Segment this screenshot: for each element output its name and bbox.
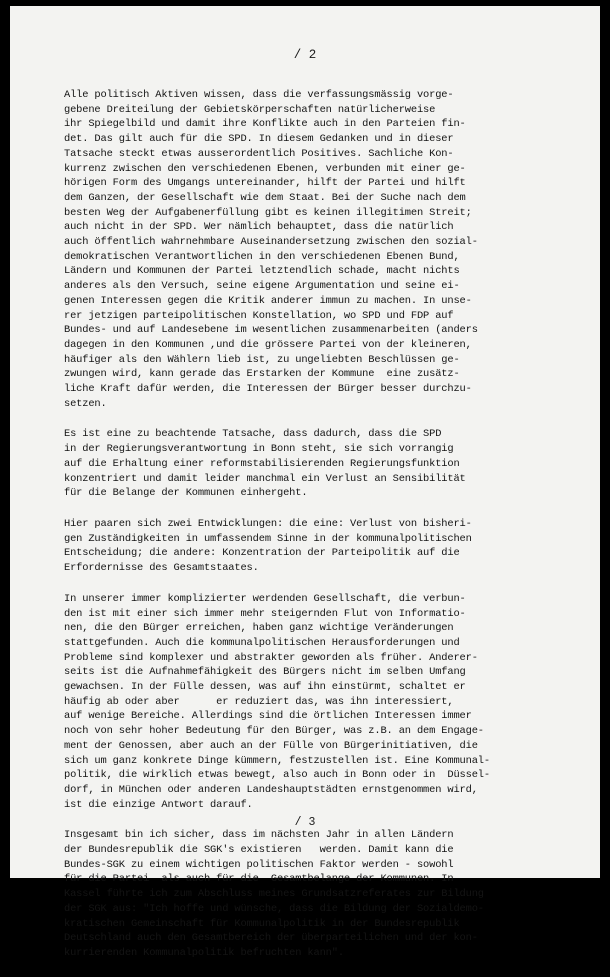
text-line: der SGK aus: "Ich hoffe und wünsche, dass die Bildung der Sozialdemo- [64, 902, 484, 915]
text-line: kurrenz zwischen den verschiedenen Ebenen, verbunden mit einer ge- [64, 162, 466, 175]
text-line: Alle politisch Aktiven wissen, dass die verfassungsmässig vorge- [64, 89, 454, 101]
text-line: noch von sehr hoher Bedeutung für den Bürger, was z.B. an dem Engage- [64, 725, 484, 738]
text-line: Tatsache steckt etwas ausserordentlich Positives. Sachliche Kon- [64, 147, 454, 160]
next-page-marker: / 3 [294, 816, 316, 829]
body-text [64, 88, 564, 977]
text-line: Ländern und Kommunen der Partei letztendlich schade, macht nichts [64, 265, 460, 278]
text-line: häufiger als den Wählern lieb ist, zu ungeliebten Beschlüssen ge- [64, 353, 460, 366]
text-line: dorf, in München oder anderen Landeshauptstädten ernstgenommen wird, [64, 783, 478, 796]
text-line: in der Regierungsverantwortung in Bonn steht, sie sich vorrangig [64, 443, 454, 456]
paragraph-4 [64, 592, 564, 813]
text-line: Erfordernisse des Gesamtstaates. [64, 562, 259, 575]
text-line: ist die einzige Antwort darauf. [64, 798, 253, 811]
text-line: gebene Dreiteilung der Gebietskörperschaften natürlicherweise [64, 103, 436, 116]
text-line: Deutschland auch den Gesamtbereich der überparteilichen und der kon- [64, 932, 478, 945]
text-line: dagegen in den Kommunen ,und die grössere Partei von der kleineren, [64, 338, 472, 351]
text-line: rer jetzigen parteipolitischen Konstellation, wo SPD und FDP auf [64, 309, 454, 322]
text-line: Entscheidung; die andere: Konzentration der Parteipolitik auf die [64, 547, 460, 560]
text-line: auch nicht in der SPD. Wer nämlich behauptet, dass die natürlich [64, 221, 454, 234]
text-line: besten Weg der Aufgabenerfüllung gibt es keinen illegitimen Streit; [64, 206, 472, 219]
text-line: häufig ab oder aber er reduziert das, was ihn interessiert, [64, 695, 454, 708]
text-line: det. Das gilt auch für die SPD. In diesem Gedanken und in dieser [64, 133, 454, 146]
paragraph-1 [64, 88, 564, 411]
text-line: für die Partei als auch für die Gesamtbelange der Kommunen. In [64, 873, 454, 886]
text-line: kurrierenden Kommunalpolitik befruchten kann". [64, 946, 344, 959]
text-line: seits ist die Aufnahmefähigkeit des Bürgers nicht im selben Umfang [64, 666, 466, 679]
document-page [10, 6, 600, 959]
text-line: nen, die den Bürger erreichen, haben ganz wichtige Veränderungen [64, 622, 454, 635]
text-line: Insgesamt bin ich sicher, dass im nächsten Jahr in allen Ländern [64, 829, 454, 842]
text-line: Bundes-SGK zu einem wichtigen politischen Faktor werden - sowohl [64, 858, 454, 871]
text-line: zwungen wird, kann gerade das Erstarken der Kommune eine zusätz- [64, 368, 460, 381]
text-line: Probleme sind komplexer und abstrakter geworden als früher. Anderer- [64, 651, 478, 664]
text-line: politik, die wirklich etwas bewegt, also auch in Bonn oder in Düssel- [64, 769, 490, 782]
text-line: anderes als den Versuch, seine eigene Argumentation und seine ei- [64, 280, 460, 293]
text-line: Hier paaren sich zwei Entwicklungen: die eine: Verlust von bisheri- [64, 517, 472, 530]
text-line: ihr Spiegelbild und damit ihre Konflikte auch in den Parteien fin- [64, 118, 466, 131]
text-line: stattgefunden. Auch die kommunalpolitischen Herausforderungen und [64, 636, 460, 649]
text-line: den ist mit einer sich immer mehr steigernden Flut von Informatio- [64, 607, 466, 620]
paragraph-3 [64, 517, 564, 576]
page-number: / 2 [293, 48, 317, 62]
text-line: auf die Erhaltung einer reformstabilisierenden Regierungsfunktion [64, 457, 460, 470]
text-line: konzentriert und damit leider manchmal ein Verlust an Sensibilität [64, 472, 466, 485]
text-line: sich um ganz konkrete Dinge kümmern, festzustellen ist. Eine Kommunal- [64, 754, 490, 767]
text-line: Es ist eine zu beachtende Tatsache, dass dadurch, dass die SPD [64, 428, 442, 441]
text-line: auch öffentlich wahrnehmbare Auseinandersetzung zwischen den sozial- [64, 236, 478, 249]
text-line: setzen. [64, 397, 107, 410]
text-line: demokratischen Verantwortlichen in den verschiedenen Ebenen Bund, [64, 250, 460, 263]
text-line: gewachsen. In der Fülle dessen, was auf ihn einstürmt, schaltet er [64, 681, 466, 694]
text-line: genen Interessen gegen die Kritik anderer immun zu machen. In unse- [64, 294, 472, 307]
text-line: liche Kraft dafür werden, die Interessen der Bürger besser durchzu- [64, 383, 472, 396]
text-line: hörigen Form des Umgangs untereinander, hilft der Partei und hilft [64, 177, 466, 190]
paragraph-2 [64, 427, 564, 501]
text-line: gen Zuständigkeiten in umfassendem Sinne in der kommunalpolitischen [64, 532, 472, 545]
text-line: dem Ganzen, der Gesellschaft wie dem Staat. Bei der Suche nach dem [64, 191, 466, 204]
text-line: ment der Genossen, aber auch an der Fülle von Bürgerinitiativen, die [64, 739, 478, 752]
text-line: Bundes- und auf Landesebene im wesentlichen zusammenarbeiten (anders [64, 324, 478, 337]
text-line: der Bundesrepublik die SGK's existieren werden. Damit kann die [64, 844, 454, 857]
paragraph-5 [64, 828, 564, 960]
text-line: für die Belange der Kommunen einhergeht. [64, 487, 308, 500]
text-line: Kassel führte ich zum Abschluss meines Grundsatzreferates zur Bildung [64, 888, 484, 901]
text-line: auf wenige Bereiche. Allerdings sind die örtlichen Interessen immer [64, 710, 472, 723]
text-line: kratischen Gemeinschaft für Kommunalpolitik in der Bundesrepublik [64, 917, 460, 930]
text-line: In unserer immer komplizierter werdenden Gesellschaft, die verbun- [64, 592, 466, 605]
